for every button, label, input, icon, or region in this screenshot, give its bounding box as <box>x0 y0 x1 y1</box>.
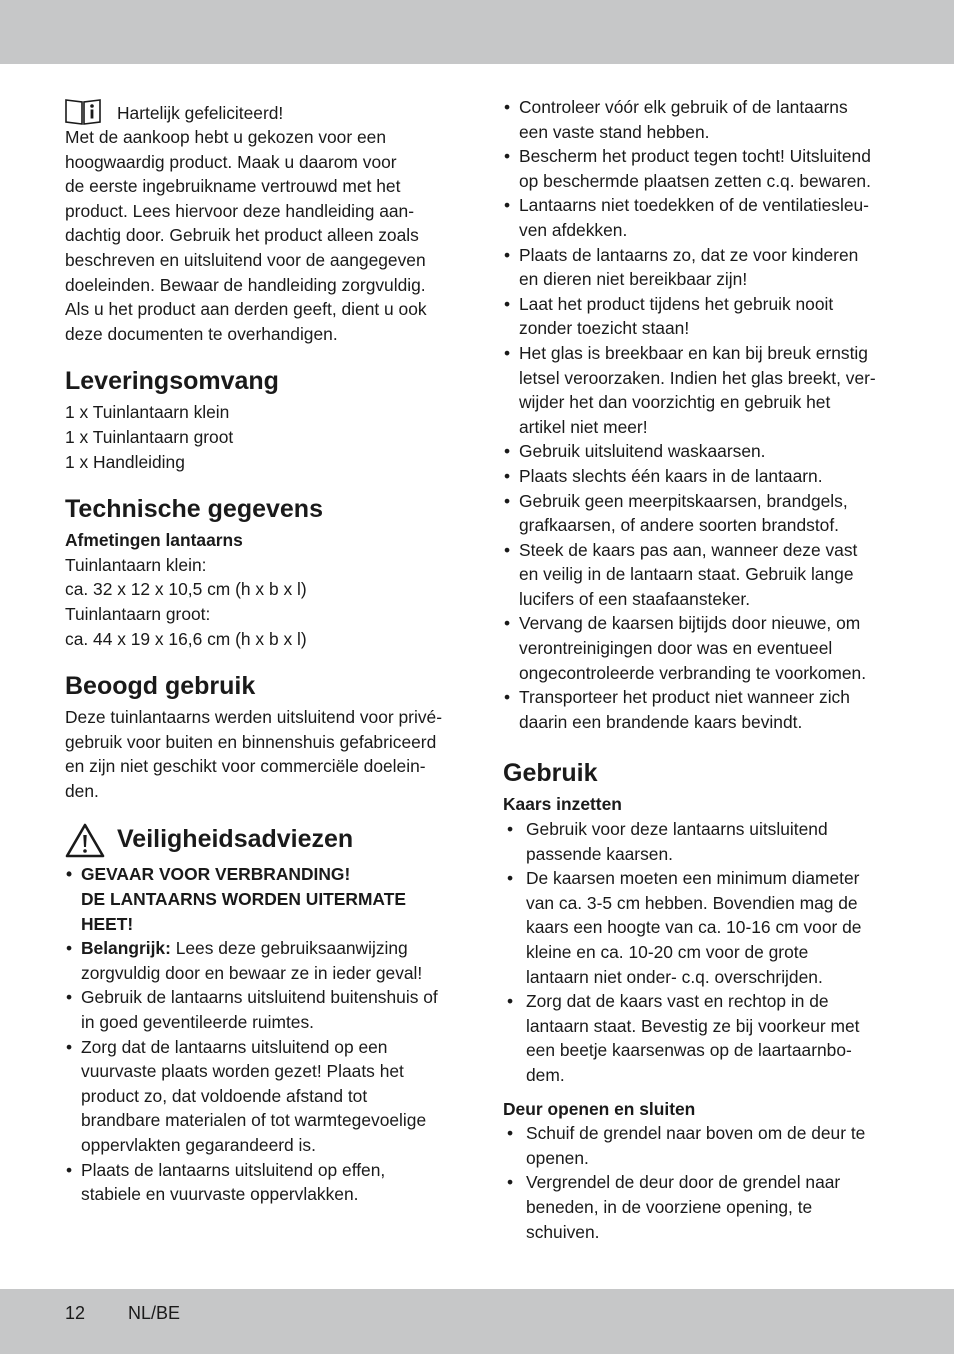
list-item <box>503 144 889 193</box>
list-item <box>503 685 889 734</box>
text-line: beschreven en uitsluitend voor de aangegeven <box>65 249 426 270</box>
subsection-title: Deur openen en sluiten <box>503 1098 696 1119</box>
text-line: ca. 32 x 12 x 10,5 cm (h x b x l) <box>65 579 307 600</box>
text-line: den. <box>65 780 99 801</box>
list-item <box>65 862 453 936</box>
list-item <box>503 1170 889 1244</box>
text-line: letsel veroorzaken. Indien het glas breekt, ver- <box>519 367 876 388</box>
subsection-title: Afmetingen lantaarns <box>65 530 243 551</box>
list-item <box>503 866 889 989</box>
text-line: DE LANTAARNS WORDEN UITERMATE <box>81 889 406 910</box>
text-line: hoogwaardig product. Maak u daarom voor <box>65 151 397 172</box>
text-line: • Plaats slechts één kaars in de lantaarn. <box>519 465 823 486</box>
section-title: Technische gegevens <box>65 495 323 524</box>
list-item <box>503 193 889 242</box>
list-item <box>65 936 453 985</box>
list-item <box>503 292 889 341</box>
text-line: ca. 44 x 19 x 16,6 cm (h x b x l) <box>65 628 307 649</box>
text-line: oppervlakten gegarandeerd is. <box>81 1135 316 1155</box>
text-line: • Vervang de kaarsen bijtijds door nieuwe, om <box>519 613 861 634</box>
text-line: • Vergrendel de deur door de grendel naar <box>526 1172 841 1193</box>
list-item <box>503 243 889 292</box>
text-line: • Lantaarns niet toedekken of de ventilatiesleu- <box>519 195 869 216</box>
section-gebruik <box>503 758 889 1244</box>
text-line: • Gebruik de lantaarns uitsluitend buitenshuis of <box>81 987 438 1008</box>
text-line: • De kaarsen moeten een minimum diameter <box>526 868 860 889</box>
section-title: Veiligheidsadviezen <box>117 824 354 853</box>
text-line: en dieren niet bereikbaar zijn! <box>519 269 748 290</box>
text-line: lantaarn staat. Bevestig ze bij voorkeur met <box>526 1015 860 1036</box>
section-leveringsomvang <box>65 366 453 474</box>
intro-heading <box>65 95 453 125</box>
text-line: en zijn niet geschikt voor commerciële doelein- <box>65 756 426 777</box>
text-line: daarin een brandende kaars bevindt. <box>519 711 803 732</box>
list-item <box>503 95 889 144</box>
section-veiligheidsadviezen <box>65 823 453 1206</box>
subsection-title: Kaars inzetten <box>503 794 622 815</box>
text-line: • Zorg dat de kaars vast en rechtop in de <box>526 991 829 1012</box>
text-line: kaars een hoogte van ca. 10-16 cm voor de <box>526 917 862 938</box>
text-line: ven afdekken. <box>519 219 628 240</box>
text-line: • Plaats de lantaarns zo, dat ze voor kinderen <box>519 244 859 265</box>
text-line: Met de aankoop hebt u gekozen voor een <box>65 127 386 147</box>
kaars-list <box>503 817 889 1088</box>
list-item <box>503 989 889 1087</box>
text-line: lucifers of een staafaansteker. <box>519 588 751 609</box>
page-number: 12 <box>65 1303 86 1323</box>
text-line: • Controleer vóór elk gebruik of de lantaarns <box>519 97 848 117</box>
list-item <box>503 817 889 866</box>
text-line: wijder het dan voorzichtig en gebruik het <box>519 392 831 413</box>
header-band <box>0 0 954 64</box>
list-item <box>503 611 889 685</box>
list-item <box>65 1035 453 1158</box>
text-line: 1 x Tuinlantaarn klein <box>65 402 230 423</box>
warning-triangle-icon <box>65 823 105 858</box>
text-line: van ca. 3-5 cm hebben. Bovendien mag de <box>526 892 858 913</box>
safety-list-left <box>65 862 453 1206</box>
section-beoogd-gebruik <box>65 671 453 803</box>
text-line: Tuinlantaarn groot: <box>65 603 211 624</box>
text-line: Lees deze gebruiksaanwijzing <box>170 938 408 959</box>
text-line: 1 x Handleiding <box>65 451 185 472</box>
text-line: Als u het product aan derden geeft, dient u ook <box>65 299 427 320</box>
text-line: de eerste ingebruikname vertrouwd met het <box>65 176 401 197</box>
warning-heading <box>65 823 453 858</box>
text-line: gebruik voor buiten en binnenshuis gefabriceerd <box>65 731 437 752</box>
text-line: product zo, dat voldoende afstand tot <box>81 1085 368 1106</box>
list-item <box>503 538 889 612</box>
text-line: artikel niet meer! <box>519 416 648 437</box>
language-code: NL/BE <box>128 1303 181 1323</box>
text-line: een beetje kaarsenwas op de laartaarnbo- <box>526 1040 852 1061</box>
text-line: dachtig door. Gebruik het product alleen zoals <box>65 225 419 246</box>
text-line: stabiele en vuurvaste oppervlakken. <box>81 1184 359 1205</box>
section-title: Beoogd gebruik <box>65 672 256 701</box>
text-line: doeleinden. Bewaar de handleiding zorgvuldig. <box>65 274 426 295</box>
list-item <box>503 439 889 464</box>
intro-text <box>65 125 453 346</box>
text-line: • Gebruik geen meerpitskaarsen, brandgels, <box>519 490 848 511</box>
text-line: in goed geventileerde ruimtes. <box>81 1012 314 1033</box>
text-line: schuiven. <box>526 1221 600 1242</box>
safety-list-right <box>503 95 889 734</box>
text-line: en veilig in de lantaarn staat. Gebruik lange <box>519 564 854 585</box>
important-label: Belangrijk: <box>81 938 171 959</box>
text-line: • Het glas is breekbaar en kan bij breuk ernstig <box>519 342 868 363</box>
text-line: • Bescherm het product tegen tocht! Uitsluitend <box>519 146 871 167</box>
text-line: HEET! <box>81 913 134 934</box>
left-column <box>65 95 453 1207</box>
text-line: brandbare materialen of tot warmtegevoelige <box>81 1110 427 1131</box>
list-item <box>503 489 889 538</box>
text-line: • Zorg dat de lantaarns uitsluitend op een <box>81 1036 388 1057</box>
text-line: • Plaats de lantaarns uitsluitend op effen, <box>81 1159 386 1180</box>
text-line: • GEVAAR VOOR VERBRANDING! <box>81 864 351 885</box>
greeting: Hartelijk gefeliciteerd! <box>117 103 284 123</box>
list-item <box>65 1158 453 1207</box>
text-line: lantaarn niet onder- c.q. overschrijden. <box>526 966 823 987</box>
text-line: een vaste stand hebben. <box>519 121 710 142</box>
text-line: passende kaarsen. <box>526 843 673 864</box>
manual-info-icon <box>65 97 101 125</box>
text-line: product. Lees hiervoor deze handleiding aan- <box>65 200 415 221</box>
section-title: Leveringsomvang <box>65 367 279 396</box>
text-line: openen. <box>526 1147 589 1168</box>
deur-list <box>503 1121 889 1244</box>
section-title: Gebruik <box>503 759 598 788</box>
text-line: op beschermde plaatsen zetten c.q. bewaren. <box>519 170 871 191</box>
list-item <box>503 341 889 439</box>
text-line: zorgvuldig door en bewaar ze in ieder geval! <box>81 962 423 983</box>
text-line: vuurvaste plaats worden gezet! Plaats het <box>81 1061 404 1082</box>
list-item <box>65 985 453 1034</box>
text-line: • Laat het product tijdens het gebruik nooit <box>519 293 834 314</box>
list-item <box>503 464 889 489</box>
text-line: Deze tuinlantaarns werden uitsluitend voor privé- <box>65 707 442 728</box>
text-line: • Steek de kaars pas aan, wanneer deze vast <box>519 539 858 560</box>
text-line: Tuinlantaarn klein: <box>65 554 207 575</box>
text-line: verontreinigingen door was en eventueel <box>519 638 833 659</box>
text-line: beneden, in de voorziene opening, te <box>526 1196 813 1217</box>
section-technische-gegevens <box>65 494 453 651</box>
right-column <box>503 95 889 1244</box>
text-line: zonder toezicht staan! <box>519 318 690 339</box>
text-line: • Transporteer het product niet wanneer zich <box>519 687 850 708</box>
text-line: kleine en ca. 10-20 cm voor de grote <box>526 942 809 962</box>
text-line: deze documenten te overhandigen. <box>65 323 338 344</box>
text-line: • Gebruik voor deze lantaarns uitsluitend <box>526 819 828 840</box>
text-line: 1 x Tuinlantaarn groot <box>65 426 234 447</box>
text-line: • Gebruik uitsluitend waskaarsen. <box>519 441 766 462</box>
text-line: dem. <box>526 1064 565 1085</box>
text-line: grafkaarsen, of andere soorten brandstof. <box>519 515 839 536</box>
text-line: • Schuif de grendel naar boven om de deur te <box>526 1123 866 1144</box>
text-line: ongecontroleerde verbranding te voorkomen. <box>519 662 867 683</box>
list-item <box>503 1121 889 1170</box>
